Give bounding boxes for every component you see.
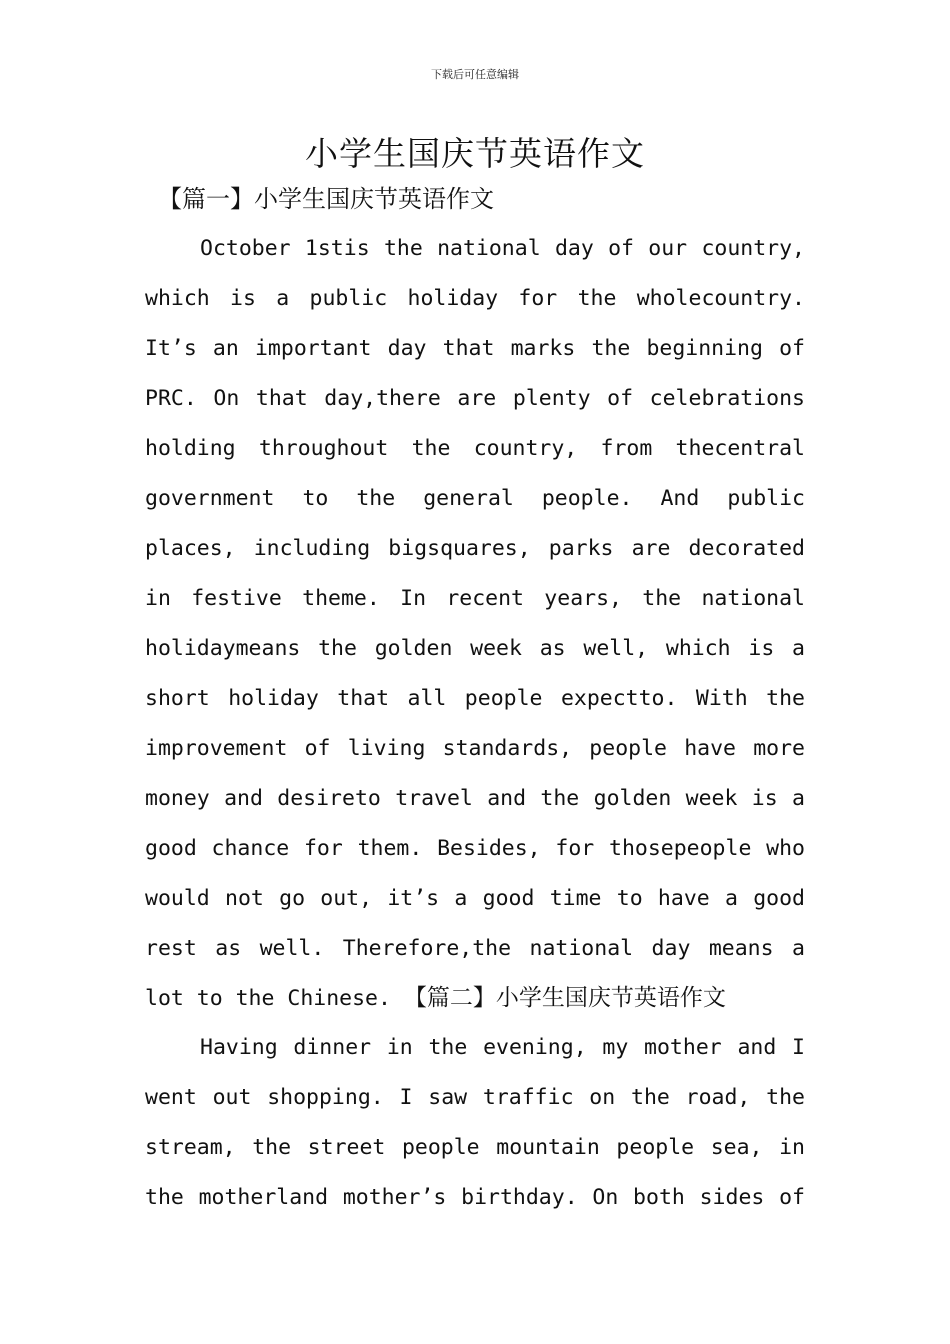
paragraph-line: in festive theme. In recent years, the national bbox=[145, 586, 805, 611]
paragraph-line: stream, the street people mountain people sea, in bbox=[145, 1135, 805, 1160]
paragraph-line: improvement of living standards, people have more bbox=[145, 736, 805, 761]
section-heading: 【篇一】小学生国庆节英语作文 bbox=[158, 185, 494, 213]
paragraph-line: holidaymeans the golden week as well, which is a bbox=[145, 636, 805, 661]
header-note: 下载后可任意编辑 bbox=[431, 68, 519, 81]
page-title: 小学生国庆节英语作文 bbox=[305, 134, 645, 173]
paragraph-line: holding throughout the country, from thecentral bbox=[145, 436, 805, 461]
paragraph-line: which is a public holiday for the wholecountry. bbox=[145, 286, 805, 311]
paragraph-text: lot to the Chinese. bbox=[145, 986, 404, 1011]
paragraph-line: It’s an important day that marks the beginning of bbox=[145, 336, 805, 361]
paragraph-line: would not go out, it’s a good time to have a good bbox=[145, 886, 805, 911]
paragraph-line: rest as well. Therefore,the national day means a bbox=[145, 936, 805, 961]
paragraph-line: PRC. On that day,there are plenty of celebrations bbox=[145, 386, 805, 411]
section-heading: 【篇二】小学生国庆节英语作文 bbox=[403, 985, 726, 1011]
paragraph-line: the motherland mother’s birthday. On both sides of bbox=[145, 1185, 805, 1210]
paragraph-line: money and desireto travel and the golden week is a bbox=[145, 786, 805, 811]
paragraph-line: good chance for them. Besides, for thosepeople who bbox=[145, 836, 805, 861]
paragraph-line: Having dinner in the evening, my mother and I bbox=[200, 1035, 805, 1060]
paragraph-line: government to the general people. And public bbox=[145, 486, 805, 511]
paragraph-line: places, including bigsquares, parks are decorated bbox=[145, 536, 805, 561]
paragraph-line: short holiday that all people expectto. With the bbox=[145, 686, 805, 711]
paragraph-line: went out shopping. I saw traffic on the road, the bbox=[145, 1085, 805, 1110]
paragraph-line: October 1stis the national day of our country, bbox=[200, 236, 805, 261]
paragraph-line-mixed bbox=[145, 982, 805, 1014]
